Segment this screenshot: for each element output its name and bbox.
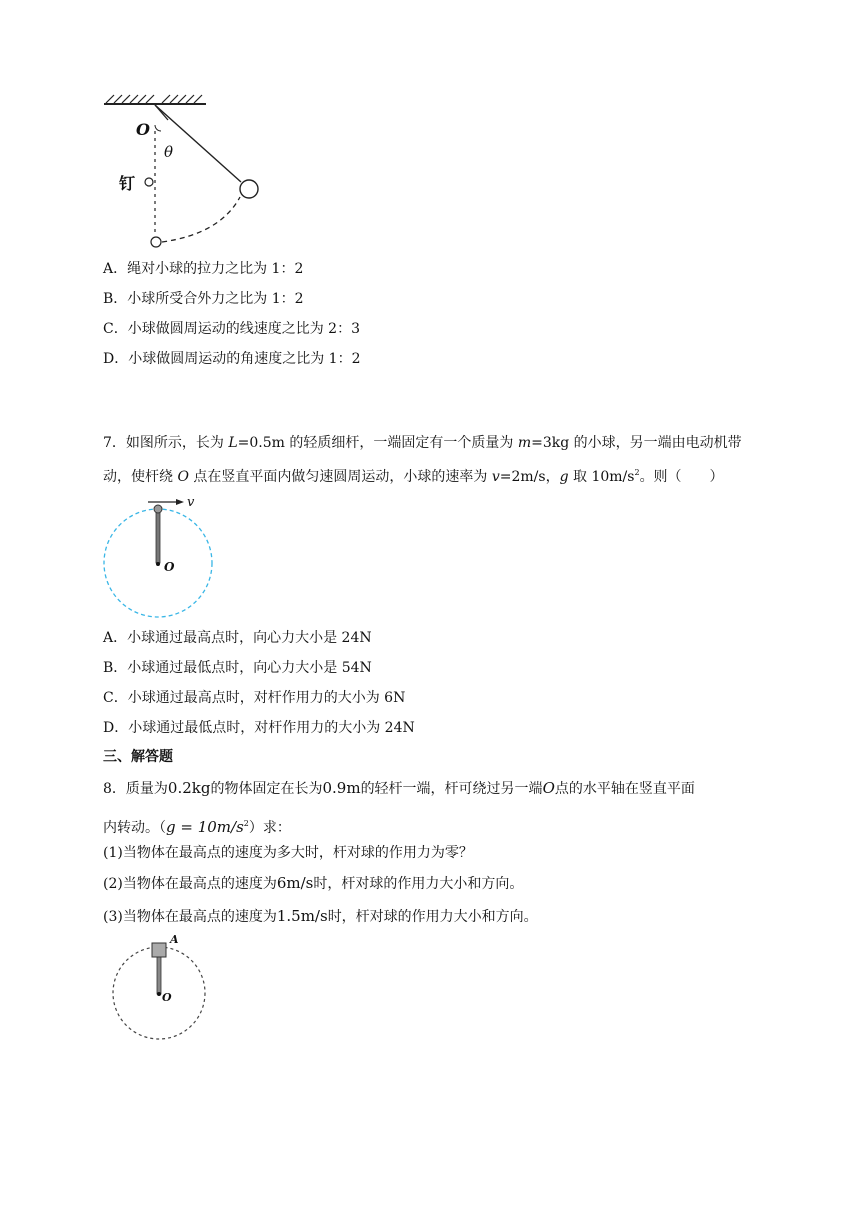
- block: [152, 943, 166, 957]
- nail: [145, 178, 153, 186]
- block-rod-figure: [105, 930, 220, 1045]
- rod: [156, 511, 160, 563]
- q8-sub1: (1)当物体在最高点的速度为多大时，杆对球的作用力为零？: [103, 845, 473, 861]
- rod: [157, 957, 161, 994]
- pendulum-nail-figure: [100, 94, 270, 254]
- q7-option-d: D．小球通过最低点时，对杆作用力的大小为 24N: [103, 720, 415, 736]
- rotating-rod-figure: [100, 486, 230, 621]
- q6-option-b: B．小球所受合外力之比为 1：2: [103, 291, 304, 307]
- q8-stem-line1: 8．质量为0.2kg的物体固定在长为0.9m的轻杆一端，杆可绕过另一端O点的水平轴在竖直平面: [103, 779, 695, 797]
- q8-stem-line2: 内转动。$(g = 10m/s^2)$求：: [103, 818, 291, 836]
- label-o: O: [164, 560, 175, 574]
- q8-sub2: (2)当物体在最高点的速度为6m/s时，杆对球的作用力大小和方向。: [103, 874, 524, 892]
- q7-option-a: A．小球通过最高点时，向心力大小是 24N: [103, 630, 372, 646]
- lowest-ball: [151, 237, 161, 247]
- pendulum-ball: [240, 180, 258, 198]
- label-v: v: [187, 495, 195, 510]
- q6-option-a: A．绳对小球的拉力之比为 1：2: [103, 261, 304, 277]
- label-theta: θ: [164, 143, 174, 161]
- q7-option-c: C．小球通过最高点时，对杆作用力的大小为 6N: [103, 690, 406, 706]
- section-title: 三、解答题: [103, 749, 173, 765]
- label-nail: 钉: [119, 174, 136, 193]
- q7-stem-line2: 动，使杆绕 O 点在竖直平面内做匀速圆周运动，小球的速率为 v=2m/s，g 取 $10m/s^2$。则（ ）: [103, 468, 724, 485]
- label-o: O: [162, 991, 172, 1004]
- q7-option-b: B．小球通过最低点时，向心力大小是 54N: [103, 660, 372, 676]
- q6-option-c: C．小球做圆周运动的线速度之比为 2：3: [103, 321, 360, 337]
- q7-stem-line1: 7．如图所示，长为 L=0.5m 的轻质细杆，一端固定有一个质量为 m=3kg 的小球，另一端由电动机带: [103, 435, 742, 451]
- label-a: A: [170, 933, 179, 946]
- label-o: O: [136, 120, 150, 139]
- q8-sub3: (3)当物体在最高点的速度为1.5m/s时，杆对球的作用力大小和方向。: [103, 907, 538, 925]
- ball: [154, 505, 162, 513]
- q6-option-d: D．小球做圆周运动的角速度之比为 1：2: [103, 351, 361, 367]
